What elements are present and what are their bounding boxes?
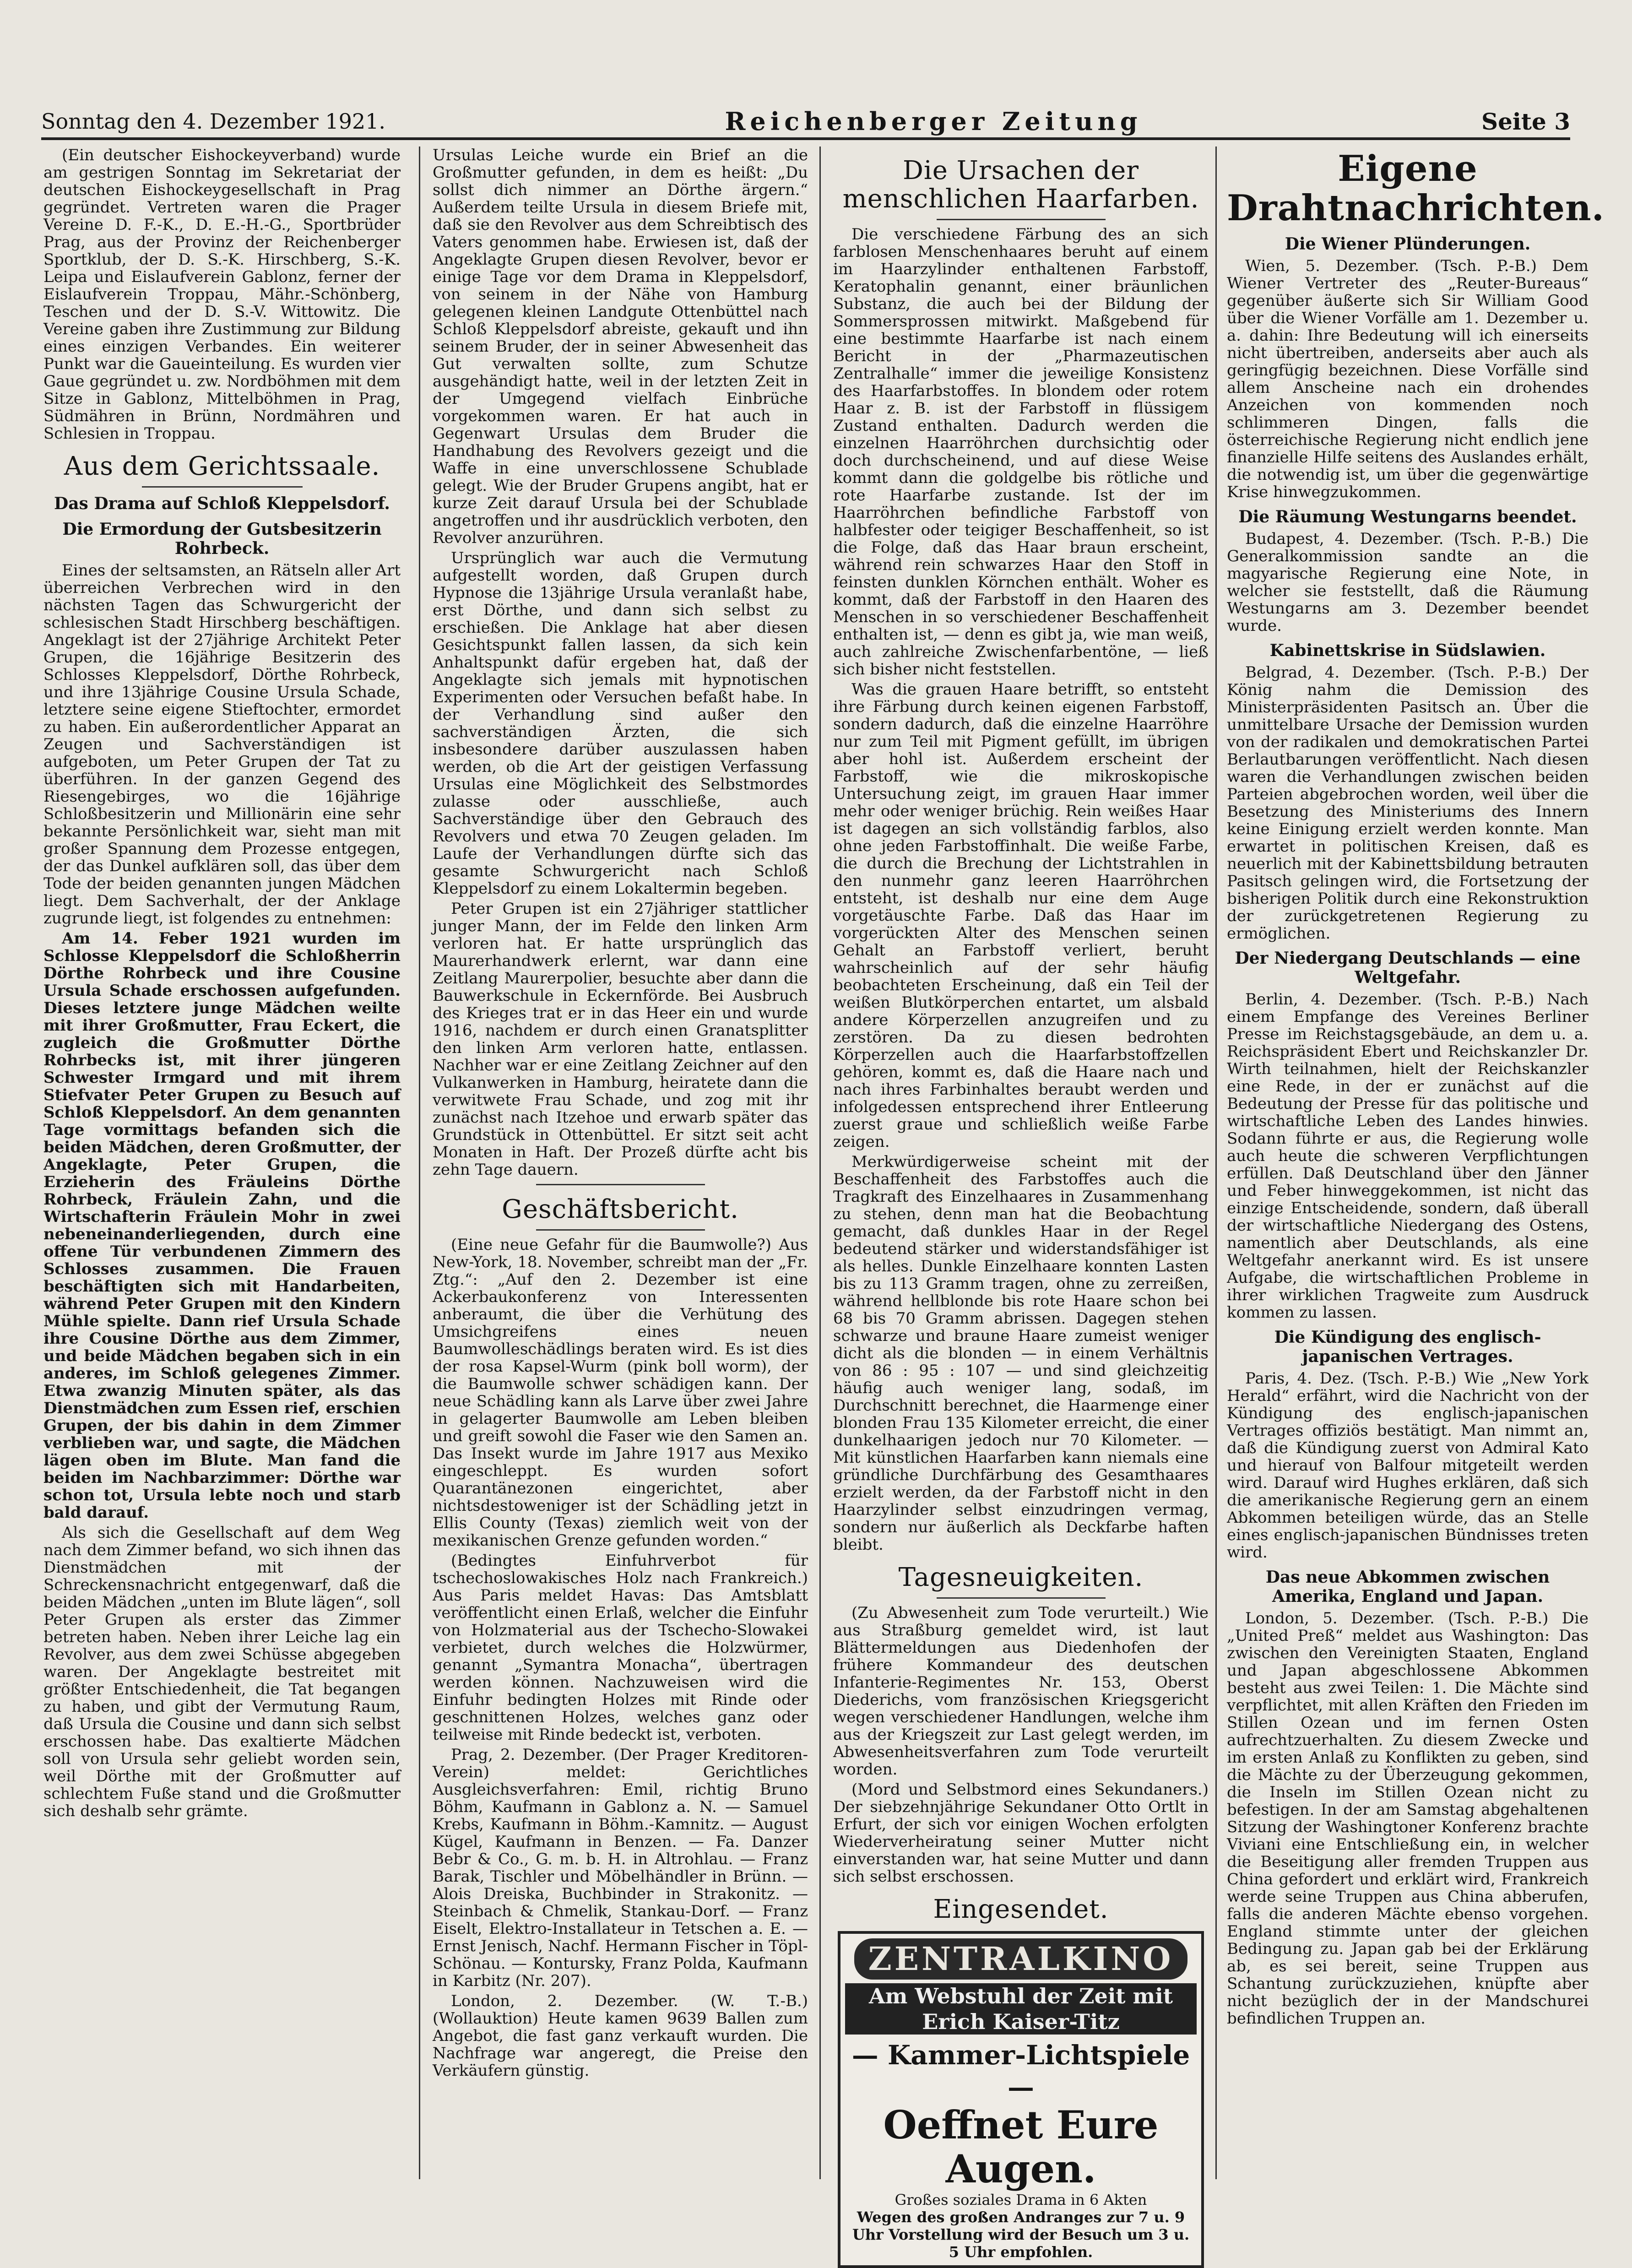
divider xyxy=(536,1229,705,1231)
wire-headline-budapest: Die Räumung Westungarns beendet. xyxy=(1238,507,1577,526)
page-header xyxy=(41,105,1570,140)
news-item-2: (Mord und Selbstmord eines Sekundaners.) Der siebzehnjährige Sekundaner Otto Ortlt in Erfurt, der sich vor einigen Wochen erfolgten Wiederverheiratung seiner Mutter nicht einverstanden war, hat seine Mutter und dann sich selbst erschossen. xyxy=(833,1780,1209,1886)
drama-paragraph-2: Am 14. Feber 1921 wurden im Schlosse Kleppelsdorf die Schloßherrin Dörthe Rohrbeck und ihre Cousine Ursula Schade erschossen aufgefunden. Dieses letztere junge Mädchen weilte mit ihrer Großmutter, Frau Eckert, die zugleich die Großmutter Dörthe Rohrbecks ist, mit ihrer jüngeren Schwester Irmgard und mit ihrem Stiefvater Peter Grupen zu Besuch auf Schloß Kleppelsdorf. An dem genannten Tage vormittags befanden sich die beiden Mädchen, deren Großmutter, der Angeklagte, Peter Grupen, die Erzieherin des Fräuleins Dörthe Rohrbeck, Fräulein Zahn, und die Wirtschafterin Fräulein Mohr in zwei nebeneinanderliegenden, durch eine offene Tür verbundenen Zimmern des Schlosses zusammen. Die Frauen beschäftigten sich mit Handarbeiten, während Peter Grupen mit den Kindern Mühle spielte. Dann rief Ursula Schade ihre Cousine Dörthe aus dem Zimmer, und beide Mädchen begaben sich in ein anderes, im Schloß gelegenes Zimmer. Etwa zwanzig Minuten später, als das Dienstmädchen zum Essen rief, erschien Grupen, der bis dahin in dem Zimmer verblieben war, und sagte, die Mädchen lägen oben im Blute. Man fand die beiden im Nachbarzimmer: Dörthe war schon tot, Ursula lebte noch und starb bald darauf. xyxy=(43,929,401,1522)
column-rule-3 xyxy=(1215,146,1217,2179)
column-1 xyxy=(43,146,401,2179)
ad-notice: Wegen des großen Andranges zur 7 u. 9 Uhr Vorstellung wird der Besuch um 3 u. 5 Uhr empfohlen. xyxy=(852,2208,1190,2261)
drama-continued-2: Ursprünglich war auch die Vermutung aufgestellt worden, daß Grupen durch Hypnose die 13jährige Ursula veranlaßt habe, erst Dörthe, und dann sich selbst zu erschießen. Die Anklage hat aber diesen Gesichtspunkt fallen lassen, da sich kein Anhaltspunkt dafür ergeben hat, daß der Angeklagte sich jemals mit hypnotischen Experimenten oder Versuchen befaßt habe. In der Verhandlung sind außer den sachverständigen Ärzten, die sich insbesondere darüber auszulassen haben werden, ob die Art der geistigen Verfassung Ursulas eine Möglichkeit des Selbstmordes zulasse oder ausschließe, auch Sachverständige über den Gebrauch des Revolvers und etwa 70 Zeugen geladen. Im Laufe der Verhandlungen dürfte sich das gesamte Schwurgericht nach Schloß Kleppelsdorf zu einem Lokaltermin begeben. xyxy=(433,549,808,898)
column-2 xyxy=(433,146,808,2179)
wire-news-title: Eigene Drahtnachrichten. xyxy=(1227,148,1605,229)
submitted-title: Eingesendet. xyxy=(933,1894,1109,1924)
header-date: Sonntag den 4. Dezember 1921. xyxy=(41,109,386,134)
drama-paragraph-3: Als sich die Gesellschaft auf dem Weg nach dem Zimmer befand, wo sich ihnen das Dienstmädchen mit der Schreckensnachricht entgegenwarf, daß die beiden Mädchen „unten im Blute lägen“, soll Peter Grupen als erster das Zimmer betreten haben. Neben ihrer Leiche lag ein Revolver, aus dem zwei Schüsse abgegeben waren. Der Angeklagte bestreitet mit größter Entschiedenheit, die Tat begangen zu haben, und gibt der Vermutung Raum, daß Ursula die Cousine und dann sich selbst erschossen habe. Das exaltierte Mädchen soll von Ursula sehr geliebt worden sein, weil Dörthe mit der Großmutter auf schlechtem Fuße stand und die Großmutter sich deshalb sehr grämte. xyxy=(43,1524,401,1820)
ad-cinema-name: ZENTRALKINO xyxy=(854,1938,1187,1980)
page-number: Seite 3 xyxy=(1481,108,1570,135)
business-section-title: Geschäftsbericht. xyxy=(502,1194,739,1224)
wire-headline-london: Das neue Abkommen zwischen Amerika, England und Japan. xyxy=(1265,1568,1550,1606)
drama-continued-1: Ursulas Leiche wurde ein Brief an die Großmutter gefunden, in dem es heißt: „Du sollst dich nimmer an Dörthe ärgern.“ Außerdem teilte Ursula in diesem Briefe mit, daß sie den Revolver aus dem Schreibtisch des Vaters genommen habe. Erwiesen ist, daß der Angeklagte Grupen diesen Revolver, bevor er einige Tage vor dem Drama in Kleppelsdorf, von seinem in der Nähe von Hamburg gelegenen kleinen Landgute Ottenbüttel nach Schloß Kleppelsdorf abreiste, gekauft und ihn seinem Bruder, der in seiner Abwesenheit das Gut verwalten sollte, zum Schutze ausgehändigt hatte, weil in der letzten Zeit in der Umgegend vielfach Einbrüche vorgekommen waren. Er hat auch in Gegenwart Ursulas dem Bruder die Handhabung des Revolvers gezeigt und die Waffe in eine unverschlossene Schublade gelegt. Wie der Bruder Grupens angibt, hat er kurze Zeit darauf Ursula bei der Schublade angetroffen und ihr ausdrücklich verboten, den Revolver anzurühren. xyxy=(433,146,808,547)
wire-headline-berlin: Der Niedergang Deutschlands — eine Weltgefahr. xyxy=(1235,949,1581,987)
hair-paragraph-2: Was die grauen Haare betrifft, so entsteht ihre Färbung durch keinen eigenen Farbstoff, sondern dadurch, daß die einzelne Haarröhre nur zum Teil mit Pigment gefüllt, im übrigen aber hohl ist. Außerdem erscheint der Farbstoff, wie die mikroskopische Untersuchung zeigt, im grauen Haar immer mehr oder weniger brüchig. Rein weißes Haar ist dagegen an sich vollständig farblos, also ohne jeden Farbstoffinhalt. Die weiße Farbe, die durch die Brechung der Lichtstrahlen in den nunmehr ganz leeren Haarröhrchen entsteht, ist deshalb nur eine dem Auge vorgetäuschte Farbe. Daß das Haar im vorgerückten Alter des Menschen seinen Gehalt an Farbstoff verliert, beruht wahrscheinlich auf der sehr häufig beobachteten Erscheinung, daß ein Teil der weißen Blutkörperchen entartet, um alsbald andere Körperzellen anzugreifen und zu zerstören. Da zu diesen bedrohten Körperzellen auch die Haarfarbstoffzellen gehören, kommt es, daß die Haare nach und nach ihres Farbinhaltes beraubt werden und infolgedessen entsprechend ihrer Entleerung zuerst graue und schließlich weiße Farbe zeigen. xyxy=(833,680,1209,1151)
wire-vienna: Wien, 5. Dezember. (Tsch. P.-B.) Dem Wiener Vertreter des „Reuter-Bureaus“ gegenüber äußerte sich Sir William Good über die Wiener Vorfälle am 1. Dezember u. a. dahin: Ihre Bedeutung will ich einerseits nicht übertreiben, anderseits aber auch als geringfügig bezeichnen. Diese Vorfälle sind allem Anscheine nach ein drohendes Anzeichen von kommenden noch schlimmeren Dingen, falls die österreichische Regierung nicht endlich jene finanzielle Hilfe seitens des Auslandes erhält, die notwendig ist, um über die gegenwärtige Krise hinwegzukommen. xyxy=(1227,257,1589,501)
wire-headline-paris: Die Kündigung des englisch-japanischen Vertrages. xyxy=(1274,1328,1541,1366)
divider xyxy=(937,1597,1106,1599)
column-rule-1 xyxy=(419,146,420,2179)
wire-budapest: Budapest, 4. Dezember. (Tsch. P.-B.) Die Generalkommission sandte an die magyarische Regierung eine Note, in welcher sie feststellt, daß die Räumung Westungarns am 3. Dezember beendet wurde. xyxy=(1227,530,1589,635)
hockey-article: (Ein deutscher Eishockeyverband) wurde am gestrigen Sonntag im Sekretariat der deutschen Eishockeygesellschaft in Prag gegründet. Vertreten waren die Prager Vereine D. F.-K., D. E.-H.-G., Sportbrüder Prag, aus der Provinz der Reichenberger Sportklub, der D. S.-K. Hirschberg, S.-K. Leipa und Eislaufverein Gablonz, ferner der Eislaufverein Troppau, Mähr.-Schönberg, Teschen und der D. S.-V. Wittowitz. Die Vereine gaben ihre Zustimmung zur Bildung eines einzigen Verbandes. Ein weiterer Punkt war die Gaueinteilung. Es wurden vier Gaue gegründet u. zw. Nordböhmen mit dem Sitze in Gablonz, Mittelböhmen in Prag, Südmähren in Brünn, Nordmähren und Schlesien in Troppau. xyxy=(43,146,401,443)
column-3 xyxy=(833,146,1209,2261)
hair-article-title: Die Ursachen der menschlichen Haarfarben. xyxy=(842,156,1199,214)
business-item-wood: (Bedingtes Einfuhrverbot für tschechoslowakisches Holz nach Frankreich.) Aus Paris meldet Havas: Das Amtsblatt veröffentlicht einen Erlaß, welcher die Einfuhr von Holzmaterial aus der Tschecho-Slowakei verbietet, durch welches die Holzwürmer, genannt „Symantra Monacha“, übertragen werden können. Nachzuweisen wird die Einfuhr bedingten Holzes mit Rinde oder geschnittenen Holzes, welches ganz oder teilweise mit Rinde bedeckt ist, verboten. xyxy=(433,1552,808,1744)
wire-berlin: Berlin, 4. Dezember. (Tsch. P.-B.) Nach einem Empfange des Vereines Berliner Presse im Reichstagsgebäude, an dem u. a. Reichspräsident Ebert und Reichskanzler Dr. Wirth teilnahmen, hielt der Reichskanzler eine Rede, in der er zunächst auf die Bedeutung der Presse für das politische und wirtschaftliche Leben des Landes hinwies. Sodann führte er aus, die Regierung wolle auch heute die schweren Verpflichtungen erfüllen. Daß Deutschland über den Jänner und Feber hinweggekommen, ist nicht das einzige Entscheidende, sondern, daß überall der wirtschaftliche Niedergang des Ostens, namentlich aber Deutschlands, als eine Weltgefahr anerkannt wird. Es ist unsere Aufgabe, die wirtschaftlichen Probleme in ihrer wirklichen Tragweite zum Ausdruck kommen zu lassen. xyxy=(1227,990,1589,1322)
column-rule-2 xyxy=(819,146,821,2179)
newspaper-title: Reichenberger Zeitung xyxy=(725,107,1142,136)
wire-headline-belgrade: Kabinettskrise in Südslawien. xyxy=(1269,641,1546,660)
news-item-1: (Zu Abwesenheit zum Tode verurteilt.) Wie aus Straßburg gemeldet wird, ist laut Blättermeldungen aus Diedenhofen der frühere Kommandeur des deutschen Infanterie-Regimentes Nr. 153, Oberst Diederichs, vom französischen Kriegsgericht wegen verschiedener Handlungen, welche ihm aus der Kriegszeit zur Last gelegt werden, im Abwesenheitsverfahren zum Tode verurteilt worden. xyxy=(833,1604,1209,1779)
column-4 xyxy=(1227,146,1605,2179)
hair-paragraph-3: Merkwürdigerweise scheint mit der Beschaffenheit des Farbstoffes auch die Tragkraft des Einzelhaares in Zusammenhang zu stehen, denn man hat die Beobachtung gemacht, daß dunkles Haar in der Regel bedeutend stärker und widerstandsfähiger ist als helles. Dunkle Einzelhaare konnten Lasten bis zu 113 Gramm tragen, ohne zu zerreißen, während hellblonde bis rote Haare schon bei 68 bis 70 Gramm abrissen. Dagegen stehen schwarze und braune Haare zumeist weniger dicht als die blonden — in einem Verhältnis von 86 : 95 : 107 — und sind gleichzeitig häufig auch weniger lang, sodaß, im Durchschnitt berechnet, die Haarmenge einer blonden Frau 135 Kilometer erreicht, die einer dunkelhaarigen jedoch nur 70 Kilometer. — Mit künstlichen Haarfarben kann niemals eine gründliche Durchfärbung des Gesamthaares erzielt werden, da der Farbstoff nicht in den Haarzylinder selbst einzudringen vermag, sondern nur äußerlich als Deckfarbe haften bleibt. xyxy=(833,1153,1209,1554)
cinema-advertisement xyxy=(838,1931,1204,2268)
ad-feature-title: Oeffnet Eure Augen. xyxy=(883,2102,1159,2192)
ad-description: Großes soziales Drama in 6 Akten xyxy=(895,2191,1147,2208)
news-section-title: Tagesneuigkeiten. xyxy=(898,1563,1144,1592)
divider xyxy=(536,1184,705,1185)
wire-paris: Paris, 4. Dez. (Tsch. P.-B.) Wie „New York Herald“ erfährt, wird die Nachricht von der Kündigung des englisch-japanischen Vertrages offiziös bestätigt. Man nimmt an, daß die Kündigung zuerst von Admiral Kato und hierauf von Balfour mitgeteilt werden wird. Darauf wird Hughes erklären, daß sich die amerikanische Regierung gern an einem Abkommen beteiligen würde, das an Stelle eines englisch-japanischen Bündnisses treten wird. xyxy=(1227,1369,1589,1562)
business-item-wool: London, 2. Dezember. (W. T.-B.) (Wollauktion) Heute kamen 9639 Ballen zum Angebot, die fast ganz verkauft wurden. Die Nachfrage war angeregt, die Preise den Verkäufern günstig. xyxy=(433,1992,808,2080)
drama-headline: Das Drama auf Schloß Kleppelsdorf. xyxy=(54,494,390,513)
drama-continued-3: Peter Grupen ist ein 27jähriger stattlicher junger Mann, der im Felde den linken Arm verloren hat. Er hatte ursprünglich das Maurerhandwerk erlernt, war dann eine Zeitlang Maurerpolier, besuchte aber dann die Bauwerkschule in Eckernförde. Bei Ausbruch des Krieges trat er in das Heer ein und wurde 1916, nachdem er durch einen Granatsplitter den linken Arm verloren hatte, entlassen. Nachher war er eine Zeitlang Zeichner auf den Vulkanwerken in Hamburg, heiratete dann die verwitwete Frau Schade, und zog mit ihr zunächst nach Itzehoe und erwarb später das Grundstück in Ottenbüttel. Er sitzt seit acht Monaten in Haft. Der Prozeß dürfte acht bis zehn Tage dauern. xyxy=(433,900,808,1179)
business-item-cotton: (Eine neue Gefahr für die Baumwolle?) Aus New-York, 18. November, schreibt man der „Fr. Ztg.“: „Auf den 2. Dezember ist eine Ackerbaukonferenz von Interessenten anberaumt, die über die Verhütung des Umsichgreifens eines neuen Baumwolleschädlings beraten wird. Es ist dies der rosa Kapsel-Wurm (pink boll worm), der die Baumwolle schwer schädigen kann. Der neue Schädling kann als Larve über zwei Jahre in gelagerter Baumwolle am Leben bleiben und greift sowohl die Faser wie den Samen an. Das Insekt wurde im Jahre 1917 aus Mexiko eingeschleppt. Es wurden sofort Quarantänezonen eingerichtet, aber nichtsdestoweniger ist der Schädling jetzt in Ellis County (Texas) ziemlich weit von der mexikanischen Grenze gefunden worden.“ xyxy=(433,1236,808,1550)
ad-venue: — Kammer-Lichtspiele — xyxy=(851,2040,1190,2103)
ad-film-title: Am Webstuhl der Zeit mit Erich Kaiser-Titz xyxy=(845,1983,1197,2035)
divider xyxy=(142,486,303,488)
divider xyxy=(937,219,1106,220)
drama-paragraph-1: Eines der seltsamsten, an Rätseln aller Art überreichen Verbrechen wird in den nächsten Tagen das Schwurgericht der schlesischen Stadt Hirschberg beschäftigen. Angeklagt ist der 27jährige Architekt Peter Grupen, die 16jährige Besitzerin des Schlosses Kleppelsdorf, Dörthe Rohrbeck, und ihre 13jährige Cousine Ursula Schade, letztere seine eigene Stieftochter, ermordet zu haben. Ein außerordentlicher Apparat an Zeugen und Sachverständigen ist aufgeboten, um Peter Grupen der Tat zu überführen. In der ganzen Gegend des Riesengebirges, wo die 16jährige Schloßbesitzerin und Millionärin eine sehr bekannte Persönlichkeit war, sieht man mit großer Spannung dem Prozesse entgegen, der das Dunkel aufklären soll, das über dem Tode der beiden genannten jungen Mädchen liegt. Dem Sachverhalt, der der Anklage zugrunde liegt, ist folgendes zu entnehmen: xyxy=(43,561,401,928)
drama-subheadline: Die Ermordung der Gutsbesitzerin Rohrbeck. xyxy=(62,520,382,558)
court-section-title: Aus dem Gerichtssaale. xyxy=(64,451,380,481)
hair-paragraph-1: Die verschiedene Färbung des an sich farblosen Menschenhaares beruht auf einem im Haarzylinder enthaltenen Farbstoff, Keratophalin genannt, einer bräunlichen Substanz, die auch bei der Bildung der Sommersprossen mitwirkt. Maßgebend für eine bestimmte Haarfarbe ist nach einem Bericht in der „Pharmazeutischen Zentralhalle“ immer die jeweilige Konsistenz des Haarfarbstoffes. In blondem oder rotem Haar z. B. ist der Farbstoff in flüssigem Zustand enthalten. Dadurch werden die einzelnen Haarröhrchen durchsichtig oder doch durchscheinend, und auf diese Weise kommt dann die goldgelbe bis rötliche und rote Haarfarbe zustande. Ist der im Haarröhrchen befindliche Farbstoff von halbfester oder teigiger Beschaffenheit, so ist die Folge, daß das Haar braun erscheint, während rein schwarzes Haar den Stoff in feinsten dunklen Körnchen enthält. Woher es kommt, daß der Farbstoff in den Haaren des Menschen in so verschiedener Beschaffenheit enthalten ist, — denn es gibt ja, wie man weiß, auch zahlreiche Zwischenfarbentöne, — ließ sich bisher nicht feststellen. xyxy=(833,225,1209,678)
wire-london: London, 5. Dezember. (Tsch. P.-B.) Die „United Preß“ meldet aus Washington: Das zwischen den Vereinigten Staaten, England und Japan abgeschlossene Abkommen besteht aus zwei Teilen: 1. Die Mächte sind verpflichtet, mit allen Kräften den Frieden im Stillen Ozean und im fernen Osten aufrechtzuerhalten. Zu diesem Zwecke und im ersten Anlaß zu Konflikten zu geben, sind die Mächte zu der Überzeugung gekommen, die Inseln im Stillen Ozean nicht zu befestigen. In der am Samstag abgehaltenen Sitzung der Washingtoner Konferenz brachte Viviani eine Entschließung ein, in welcher die Beseitigung aller fremden Truppen aus China gefordert und erklärt wird, Frankreich werde seine Truppen aus China abberufen, falls die anderen Mächte ebenso vorgehen. England stimmte unter der gleichen Bedingung zu. Japan gab bei der Erklärung ab, es sei bereit, seine Truppen aus Schantung zurückzuziehen, knüpfte aber nicht bezüglich der in der Mandschurei befindlichen Truppen an. xyxy=(1227,1609,1589,2028)
business-item-creditors: Prag, 2. Dezember. (Der Prager Kreditoren-Verein) meldet: Gerichtliches Ausgleichsverfahren: Emil, richtig Bruno Böhm, Kaufmann in Gablonz a. N. — Samuel Krebs, Kaufmann in Böhm.-Kamnitz. — August Kügel, Kaufmann in Benzen. — Fa. Danzer Bebr & Co., G. m. b. H. in Altrohlau. — Franz Barak, Tischler und Möbelhändler in Brünn. — Alois Dreiska, Buchbinder in Strakonitz. — Steinbach & Chmelik, Stankau-Dorf. — Franz Eiselt, Elektro-Installateur in Tetschen a. E. — Ernst Jenisch, Nachf. Hermann Fischer in Töpl-Schönau. — Kontursky, Franz Polda, Kaufmann in Karbitz (Nr. 207). xyxy=(433,1746,808,1990)
wire-headline-vienna: Die Wiener Plünderungen. xyxy=(1285,234,1531,254)
wire-belgrade: Belgrad, 4. Dezember. (Tsch. P.-B.) Der König nahm die Demission des Ministerpräsidenten Pasitsch an. Über die unmittelbare Ursache der Demission wurden von der radikalen und demokratischen Partei Berlautbarungen veröffentlicht. Nach diesen waren die Verhandlungen zwischen beiden Parteien abgebrochen worden, weil über die Besetzung des Ministeriums des Innern keine Einigung erzielt werden konnte. Man erwartet in politischen Kreisen, daß es neuerlich mit der Kabinettsbildung betrauten Pasitsch gelingen wird, die Fortsetzung der bisherigen Politik durch eine Rekonstruktion der zurückgetretenen Regierung zu ermöglichen. xyxy=(1227,663,1589,943)
